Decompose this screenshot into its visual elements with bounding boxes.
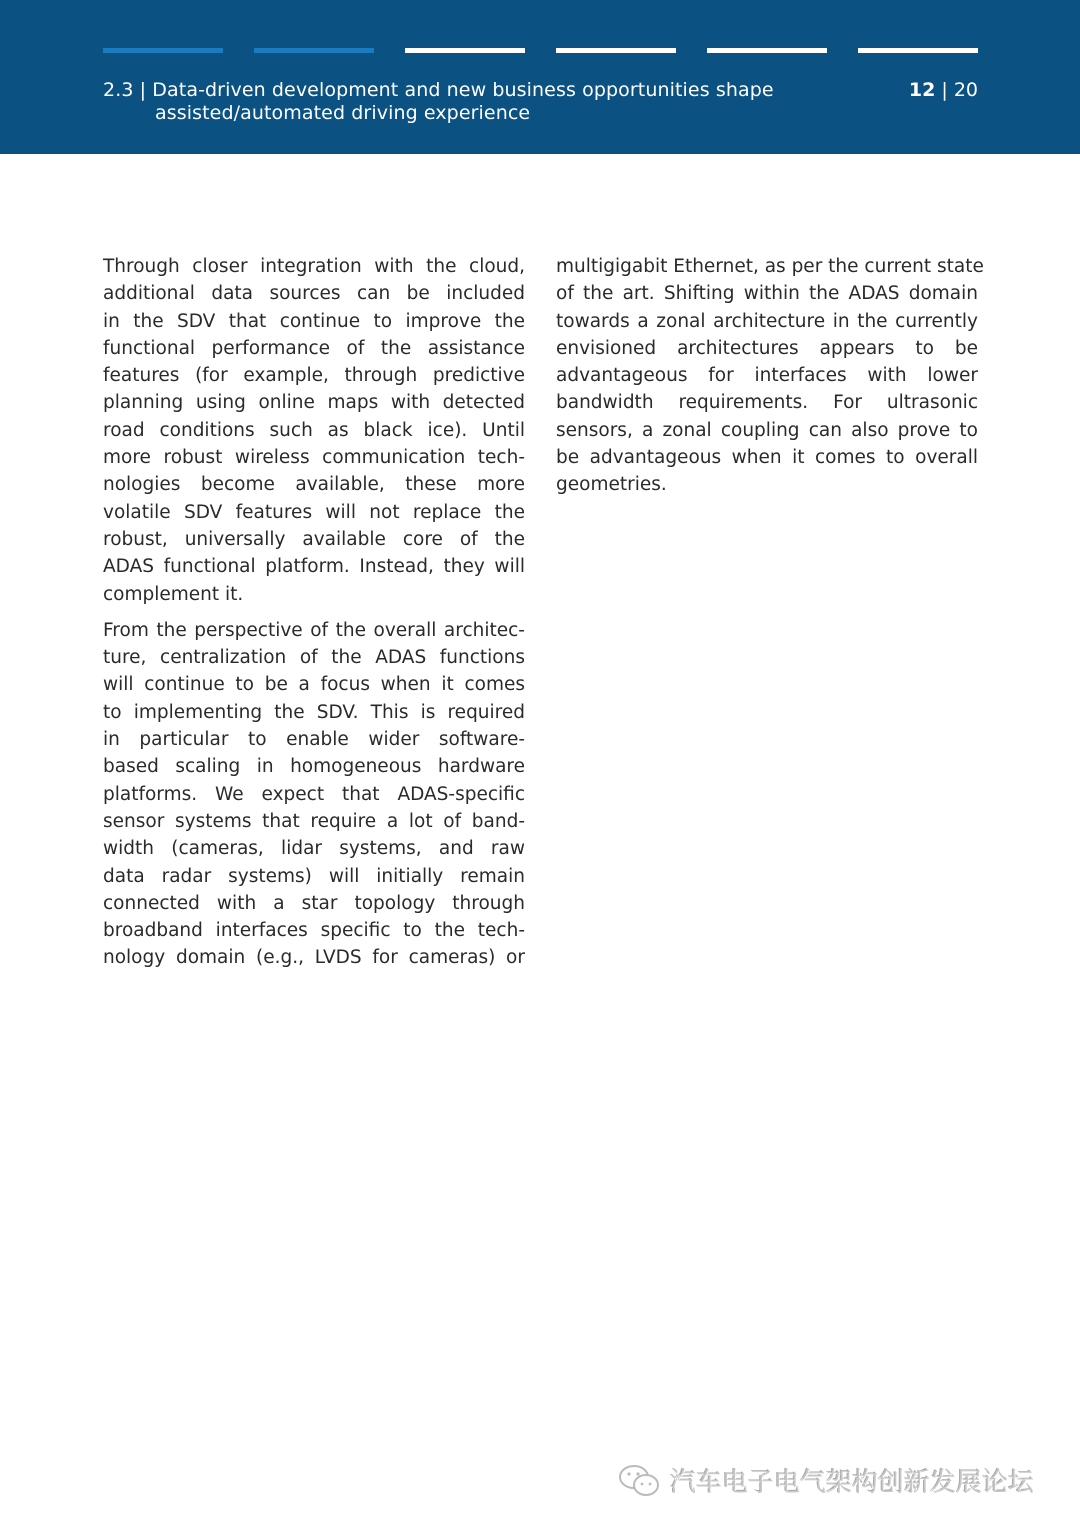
watermark-text: 汽车电子电气架构创新发展论坛 [670, 1468, 1035, 1498]
text-line: towards a zonal architecture in the currently [556, 310, 978, 332]
text-line: of the art. Shifting within the ADAS domain [556, 283, 978, 305]
text-line: bandwidth requirements. For ultrasonic [556, 392, 978, 414]
text-line: features (for example, through predictive [103, 365, 525, 387]
text-line: nology domain (e.g., LVDS for cameras) or [103, 947, 525, 969]
text-line: envisioned architectures appears to be [556, 337, 978, 359]
progress-segment [707, 48, 827, 53]
text-line: width (cameras, lidar systems, and raw [103, 838, 525, 860]
paragraph [556, 253, 984, 499]
text-line: nologies become available, these more [103, 474, 525, 496]
text-line: additional data sources can be included [103, 283, 525, 305]
text-line: advantageous for interfaces with lower [556, 365, 978, 387]
progress-segment [858, 48, 978, 53]
section-title-line2: assisted/automated driving experience [155, 102, 531, 124]
watermark [618, 1462, 1034, 1499]
text-column-right [556, 253, 984, 508]
text-line: data radar systems) will initially remain [103, 865, 525, 887]
text-line: sensors, a zonal coupling can also prove to [556, 419, 978, 441]
page-separator: | [935, 79, 954, 101]
wechat-icon [618, 1463, 662, 1499]
text-line: connected with a star topology through [103, 892, 525, 914]
text-line: road conditions such as black ice). Until [103, 419, 525, 441]
page-number [909, 79, 978, 102]
text-line: to implementing the SDV. This is required [103, 701, 525, 723]
text-line: sensor systems that require a lot of band- [103, 810, 525, 832]
text-line: broadband interfaces specific to the tech- [103, 920, 525, 942]
current-page: 12 [908, 79, 936, 101]
progress-segment [103, 48, 223, 53]
text-line: functional performance of the assistance [103, 337, 525, 359]
progress-segment [254, 48, 374, 53]
text-line: ADAS functional platform. Instead, they will [103, 556, 525, 578]
text-line: planning using online maps with detected [103, 392, 525, 414]
page-header [0, 0, 1080, 154]
text-line: From the perspective of the overall architec- [103, 619, 525, 641]
text-line: multigigabit Ethernet, as per the current state [556, 256, 984, 277]
text-line: in particular to enable wider software- [103, 729, 525, 751]
section-title [103, 79, 774, 125]
text-line: in the SDV that continue to improve the [103, 310, 525, 332]
total-pages: 20 [953, 79, 978, 101]
progress-segment [405, 48, 525, 53]
text-line: based scaling in homogeneous hardware [103, 756, 525, 778]
text-line: complement it. [103, 583, 244, 605]
text-line: will continue to be a focus when it comes [103, 674, 525, 696]
paragraph [103, 253, 525, 608]
text-line: geometries. [556, 474, 667, 496]
text-line: more robust wireless communication tech- [103, 447, 525, 469]
text-line: platforms. We expect that ADAS-specific [103, 783, 525, 805]
paragraph [103, 617, 525, 972]
text-line: be advantageous when it comes to overall [556, 447, 978, 469]
text-line: robust, universally available core of the [103, 528, 525, 550]
text-line: Through closer integration with the cloud, [103, 256, 525, 277]
section-title-line1: 2.3 | Data-driven development and new business opportunities shape [103, 79, 774, 101]
text-line: ture, centralization of the ADAS functions [103, 647, 525, 669]
text-line: volatile SDV features will not replace the [103, 501, 525, 523]
text-column-left [103, 253, 525, 981]
progress-segment [556, 48, 676, 53]
